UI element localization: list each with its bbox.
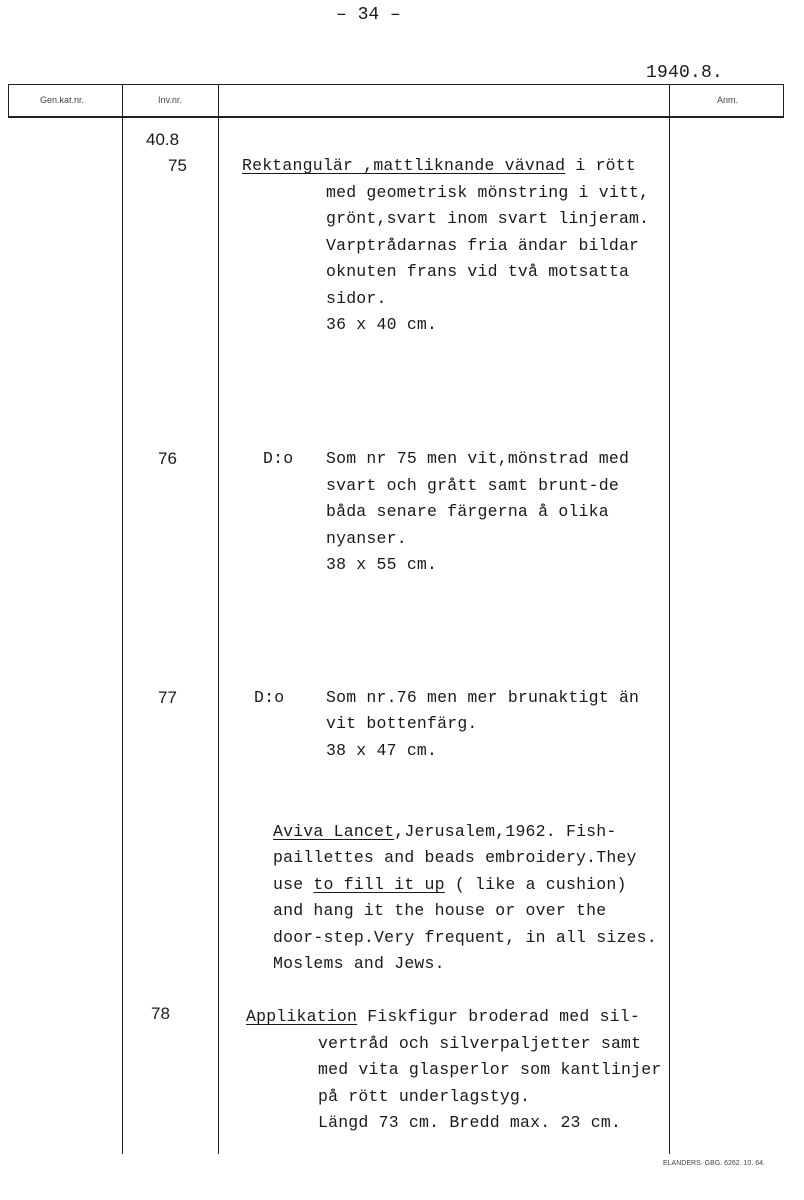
entry-78-line-3: på rött underlagstyg. <box>318 1087 531 1106</box>
entry-78-title-line <box>246 1007 640 1026</box>
entry-76-line-3: båda senare färgerna å olika <box>326 502 609 521</box>
column-header-gen-kat: Gen.kat.nr. <box>40 95 85 105</box>
entry-75-title-line <box>242 156 636 175</box>
left-border <box>8 84 9 118</box>
note-line-2: paillettes and beads embroidery.They <box>273 848 637 867</box>
entry-75-line-1: med geometrisk mönstring i vitt, <box>326 183 650 202</box>
catalog-number: 1940.8. <box>646 63 724 83</box>
entry-77-ditto: D:o <box>254 688 285 707</box>
note-line-1 <box>273 822 616 841</box>
entry-75-number: 75 <box>168 156 187 175</box>
entry-75-line-2: grönt,svart inom svart linjeram. <box>326 209 650 228</box>
right-border <box>783 84 784 118</box>
entry-76-ditto: D:o <box>263 449 294 468</box>
entry-76-line-5: 38 x 55 cm. <box>326 555 438 574</box>
entry-78-line-2: med vita glasperlor som kantlinjer <box>318 1060 662 1079</box>
entry-76-number: 76 <box>158 449 177 468</box>
note-line-3-post: ( like a cushion) <box>444 875 627 894</box>
entry-75-line-4: oknuten frans vid två motsatta <box>326 262 630 281</box>
entry-75-title: Rektangulär ,mattliknande vävnad <box>242 156 566 175</box>
printer-imprint: ELANDERS. GBG. 6262. 10. 64. <box>663 1160 765 1167</box>
col-divider-desc-anm <box>669 84 670 1154</box>
entry-76-line-2: svart och grått samt brunt-de <box>326 476 619 495</box>
entry-77-line-3: 38 x 47 cm. <box>326 741 438 760</box>
entry-78-number: 78 <box>151 1004 170 1023</box>
note-line-1-rest: ,Jerusalem,1962. Fish- <box>394 822 617 841</box>
entry-75-title-rest: i rött <box>565 156 636 175</box>
note-line-3 <box>273 875 627 894</box>
entry-78-line-4: Längd 73 cm. Bredd max. 23 cm. <box>318 1113 622 1132</box>
entry-78-title: Applikation <box>246 1007 358 1026</box>
header-top-rule <box>8 84 784 85</box>
entry-78-line-1: vertråd och silverpaljetter samt <box>318 1034 642 1053</box>
note-line-3-pre: use <box>273 875 314 894</box>
note-line-4: and hang it the house or over the <box>273 901 607 920</box>
group-number: 40.8 <box>146 130 180 149</box>
entry-75-line-6: 36 x 40 cm. <box>326 315 438 334</box>
page-number: – 34 – <box>336 5 401 25</box>
entry-77-number: 77 <box>158 688 177 707</box>
header-bottom-rule <box>8 116 784 118</box>
note-line-5: door-step.Very frequent, in all sizes. <box>273 928 657 947</box>
entry-76-line-1: Som nr 75 men vit,mönstrad med <box>326 449 630 468</box>
col-divider-gen-inv <box>122 84 123 1154</box>
entry-76-line-4: nyanser. <box>326 529 407 548</box>
col-divider-inv-desc <box>218 84 219 1154</box>
note-author: Aviva Lancet <box>273 822 395 841</box>
column-header-inv: Inv.nr. <box>158 95 182 105</box>
note-line-3-underlined: to fill it up <box>313 875 445 894</box>
entry-75-line-5: sidor. <box>326 289 387 308</box>
column-header-anm: Anm. <box>717 95 739 105</box>
entry-77-line-2: vit bottenfärg. <box>326 714 478 733</box>
entry-77-line-1: Som nr.76 men mer brunaktigt än <box>326 688 640 707</box>
note-line-6: Moslems and Jews. <box>273 954 445 973</box>
entry-78-title-rest: Fiskfigur broderad med sil- <box>357 1007 640 1026</box>
entry-75-line-3: Varptrådarnas fria ändar bildar <box>326 236 640 255</box>
